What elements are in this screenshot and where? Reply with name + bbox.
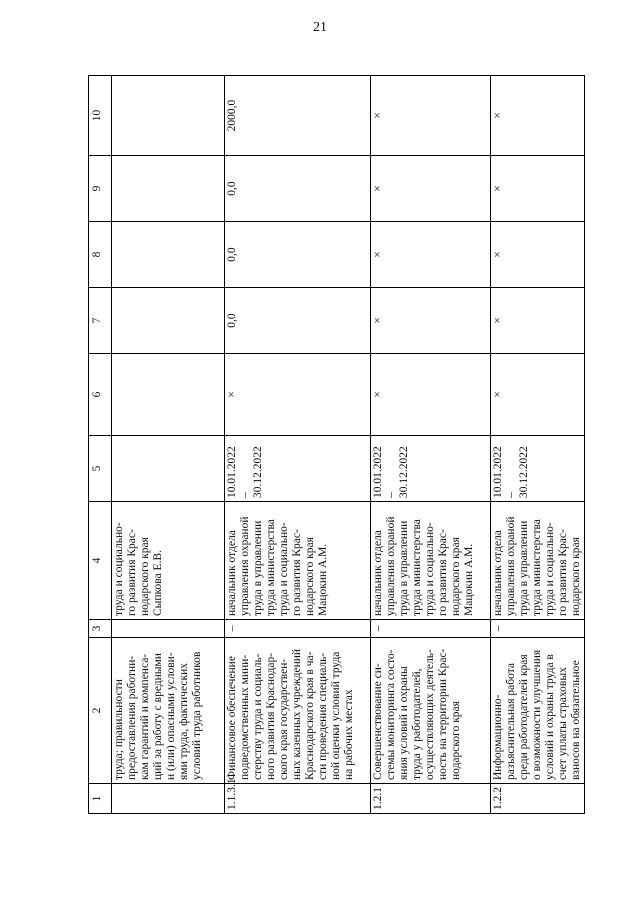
- header-cell-1: 1: [89, 784, 112, 814]
- header-cell-8: 8: [89, 222, 112, 288]
- row-id: [112, 784, 225, 814]
- row-col7: ×: [491, 288, 585, 354]
- header-cell-10: 10: [89, 76, 112, 156]
- row-id: 1.2.1: [371, 784, 491, 814]
- page-number: 21: [313, 20, 327, 35]
- row-col3: –: [491, 620, 585, 638]
- header-cell-4: 4: [89, 502, 112, 620]
- row-col10: [112, 76, 225, 156]
- row-col3: –: [371, 620, 491, 638]
- table-row: [112, 76, 225, 814]
- row-period: 10.01.2022 – 30.12.2022: [371, 436, 491, 502]
- header-cell-5: 5: [89, 436, 112, 502]
- header-row: [89, 76, 112, 814]
- row-col8: ×: [371, 222, 491, 288]
- row-period: [112, 436, 225, 502]
- header-cell-6: 6: [89, 354, 112, 436]
- row-executor: начальник отдела управления охраной труда в управлении труда министерства труда и социально- го развития Крас- нодарского края Мацокин А.М.: [371, 502, 491, 620]
- header-cell-3: 3: [89, 620, 112, 638]
- header-cell-7: 7: [89, 288, 112, 354]
- row-col10: ×: [491, 76, 585, 156]
- program-measures-table: [88, 75, 585, 814]
- row-measure-name: Информационно- разъяснительная работа среди работодателей края о возможности улучшения условий и охраны труда в счет уплаты страховых взносов на обязательное: [491, 638, 585, 784]
- header-cell-9: 9: [89, 156, 112, 222]
- row-col6: ×: [371, 354, 491, 436]
- row-measure-name: Финансовое обеспечение подведомственных мини- стерству труда и социаль- ного развития Краснодар- ского края государствен- ных казенных учреждений Краснодарского края в ча- сти проведения специаль- ной оценки условий труда на рабочих местах: [225, 638, 371, 784]
- table-row: [491, 76, 585, 814]
- row-executor: начальник отдела управления охраной труда в управлении труда министерства труда и социально- го развития Крас- нодарского края Мацокин А.М.: [225, 502, 371, 620]
- row-col9: ×: [491, 156, 585, 222]
- row-measure-name: Совершенствование си- стемы мониторинга состо- яния условий и охраны труда у работодателей, осуществляющих деятель- ность на территории Крас- нодарского края: [371, 638, 491, 784]
- row-executor: труда и социально- го развития Крас- нодарского края Сыпкова Е.В.: [112, 502, 225, 620]
- row-col10: 2000,0: [225, 76, 371, 156]
- table-viewport: [88, 76, 582, 814]
- row-col8: [112, 222, 225, 288]
- table-row: [225, 76, 371, 814]
- rotated-table-container: [88, 76, 582, 814]
- row-col8: 0,0: [225, 222, 371, 288]
- row-col9: [112, 156, 225, 222]
- row-col3: –: [225, 620, 371, 638]
- row-period: 10.01.2022 – 30.12.2022: [491, 436, 585, 502]
- row-id: 1.2.2: [491, 784, 585, 814]
- row-col7: [112, 288, 225, 354]
- row-col6: ×: [491, 354, 585, 436]
- row-col7: 0,0: [225, 288, 371, 354]
- row-col6: ×: [225, 354, 371, 436]
- row-measure-name: труда; правильности предоставления работни- кам гарантий и компенса- ций за работу с вредными и (или) опасными услови- ями труда, фактических условий труда работников: [112, 638, 225, 784]
- row-col9: ×: [371, 156, 491, 222]
- row-col3: [112, 620, 225, 638]
- row-col8: ×: [491, 222, 585, 288]
- row-col10: ×: [371, 76, 491, 156]
- row-period: 10.01.2022 – 30.12.2022: [225, 436, 371, 502]
- row-col6: [112, 354, 225, 436]
- table-row: [371, 76, 491, 814]
- header-cell-2: 2: [89, 638, 112, 784]
- row-col9: 0,0: [225, 156, 371, 222]
- row-executor: начальник отдела управления охраной труда в управлении труда министерства труда и социально- го развития Крас- нодарского края: [491, 502, 585, 620]
- row-col7: ×: [371, 288, 491, 354]
- row-id: 1.1.3.1: [225, 784, 371, 814]
